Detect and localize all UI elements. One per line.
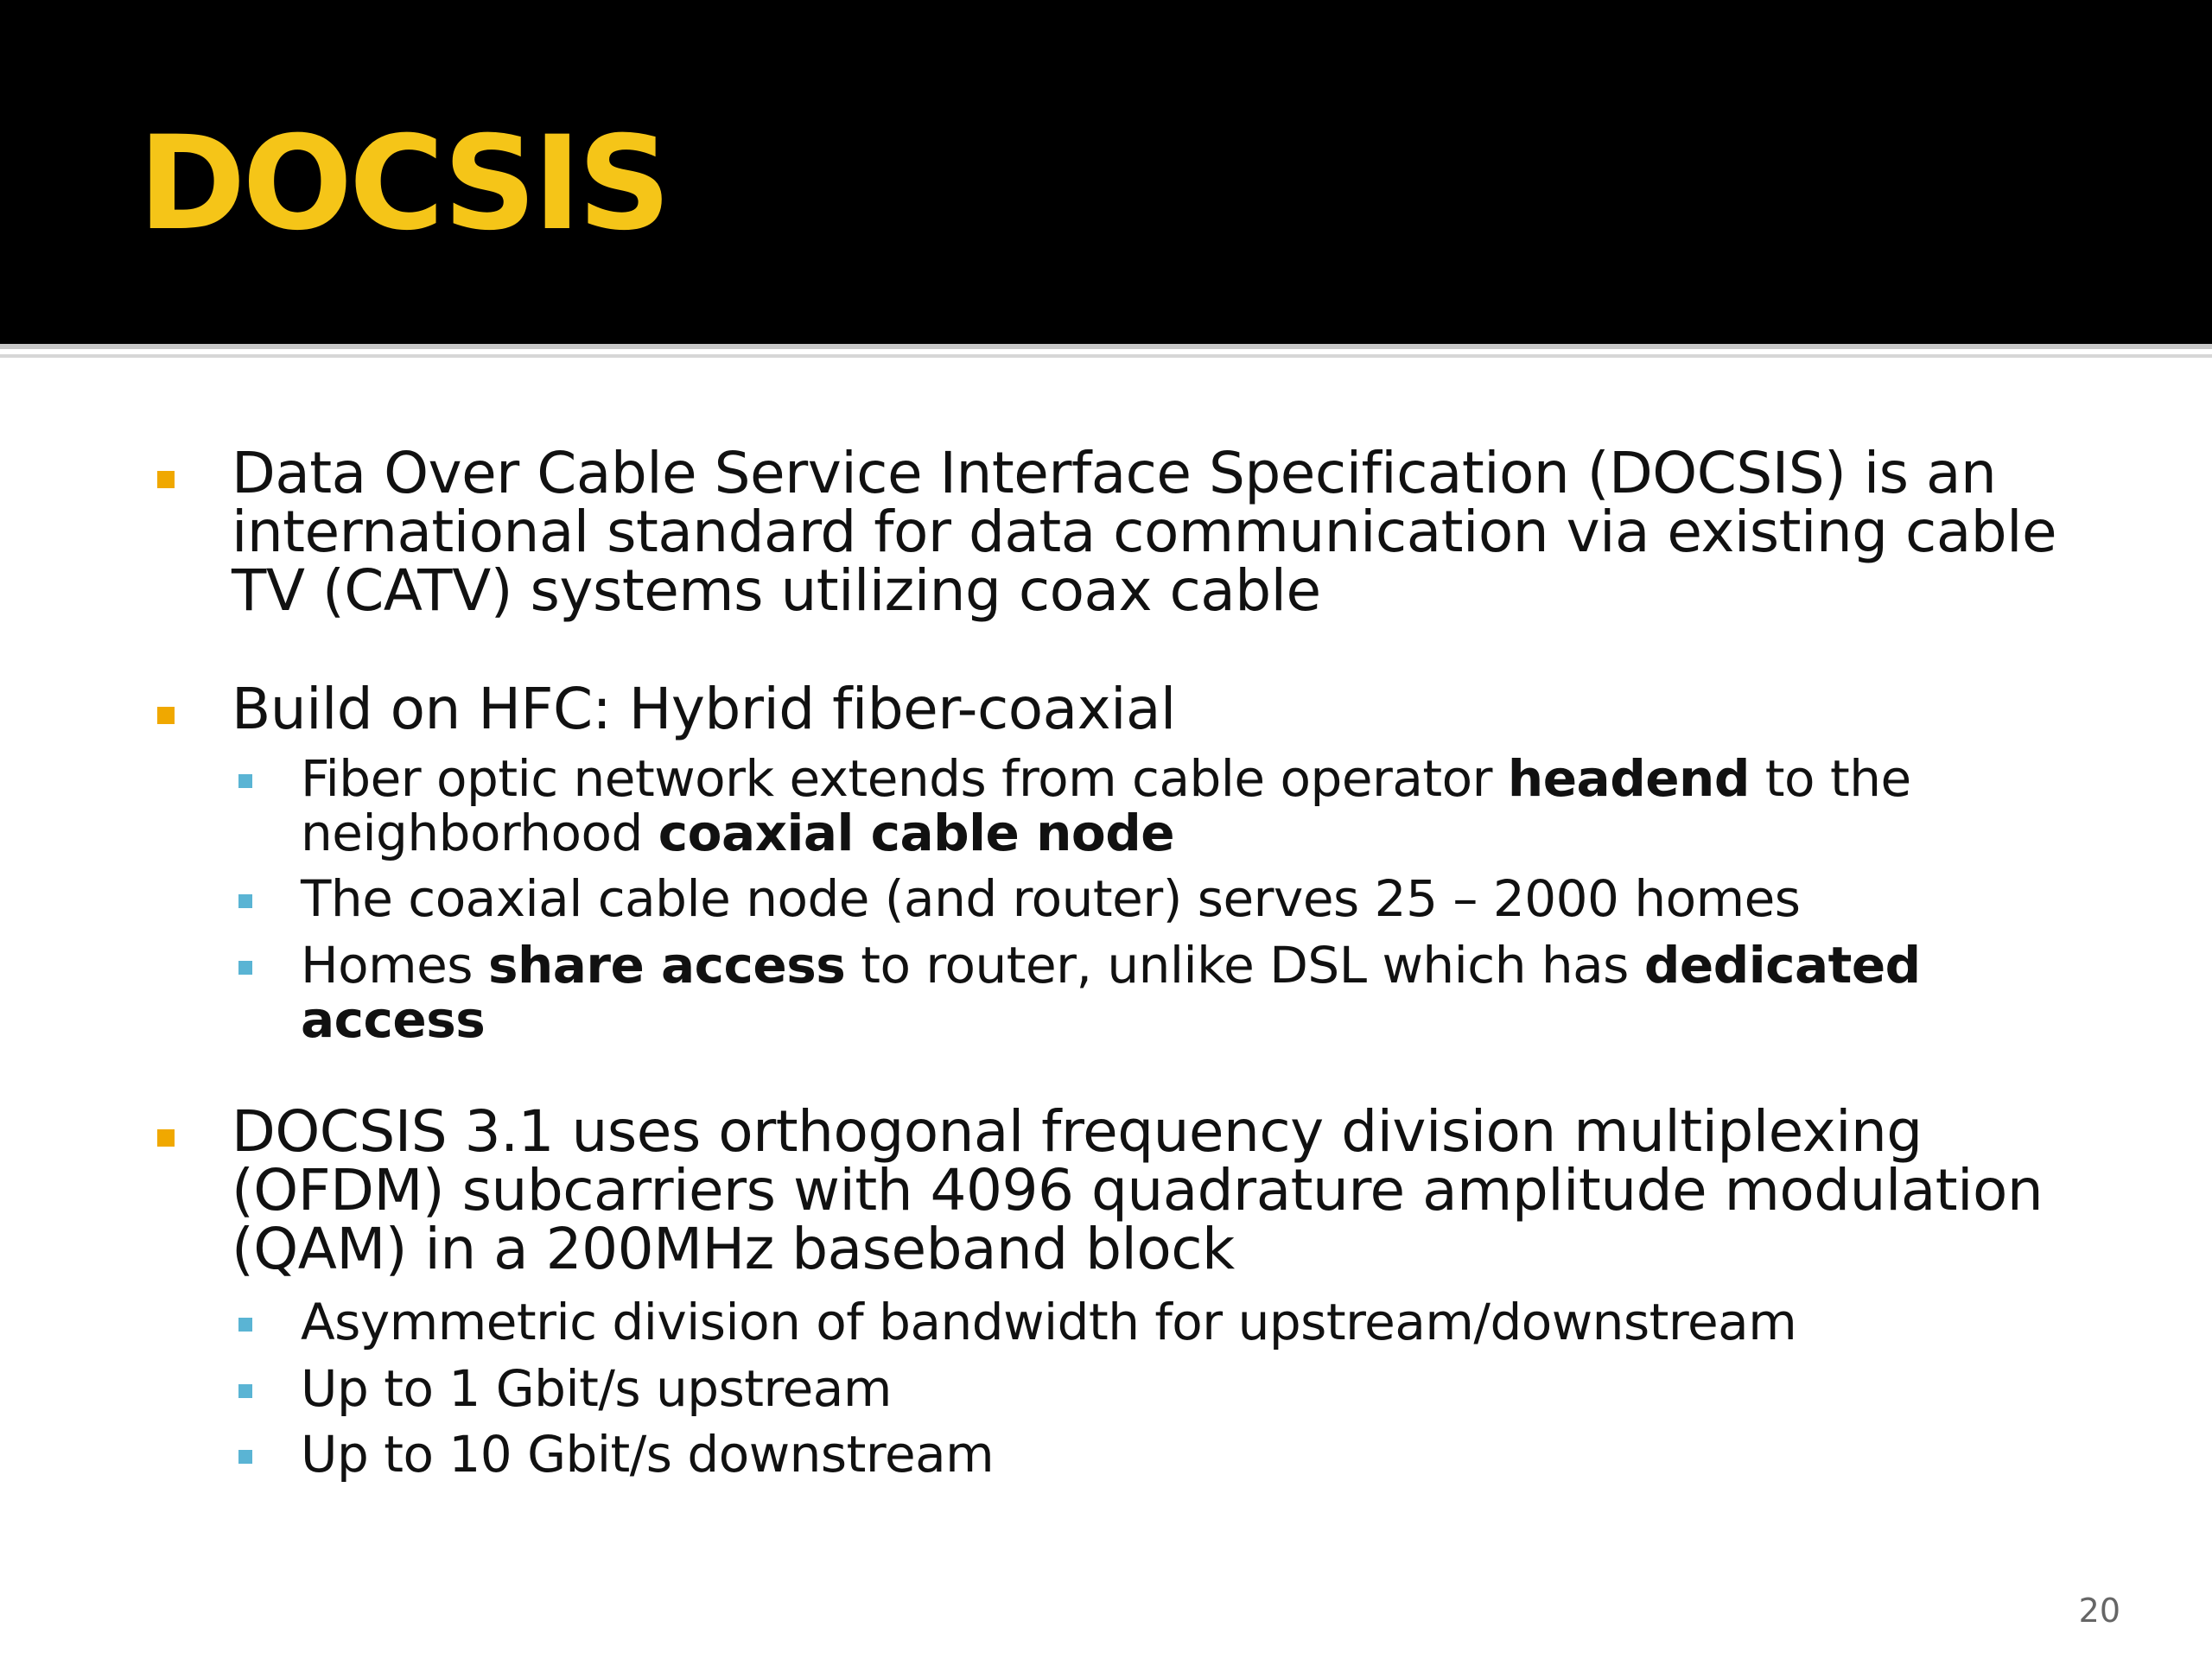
bullet-text: The coaxial cable node (and router) serves 25 – 2000 homes bbox=[301, 869, 1801, 928]
bullet-text: Up to 1 Gbit/s upstream bbox=[301, 1359, 892, 1418]
bullet-item bbox=[232, 676, 2115, 742]
bullet-marker-square bbox=[157, 471, 175, 488]
bullet-text: Build on HFC: Hybrid fiber-coaxial bbox=[232, 676, 1176, 742]
bullet-item bbox=[232, 440, 2115, 624]
bullet-text: Up to 10 Gbit/s downstream bbox=[301, 1425, 995, 1484]
sub-bullet-item bbox=[301, 1359, 2098, 1418]
title-divider bbox=[0, 344, 2212, 349]
sub-bullet-marker-square bbox=[238, 1384, 252, 1398]
sub-bullet-marker-square bbox=[238, 774, 252, 788]
sub-bullet-item bbox=[301, 938, 2098, 1047]
bullet-item bbox=[232, 1098, 2115, 1282]
bullet-text: DOCSIS 3.1 uses orthogonal frequency division multiplexing (OFDM) subcarriers with 4096 quadrature amplitude modulation (QAM) in a 200MHz baseband block bbox=[232, 1098, 2044, 1282]
sub-bullet-item bbox=[301, 1427, 2098, 1482]
bullet-text: to the neighborhood bbox=[301, 749, 1911, 862]
sub-bullet-marker-square bbox=[238, 961, 252, 975]
page-number: 20 bbox=[2078, 1592, 2120, 1630]
sub-bullet-marker-square bbox=[238, 894, 252, 908]
title-divider-secondary bbox=[0, 354, 2212, 358]
sub-bullet-marker-square bbox=[238, 1450, 252, 1464]
bullet-text-bold: share access bbox=[487, 936, 846, 995]
bullet-marker-square bbox=[157, 1129, 175, 1147]
bullet-text-bold: dedicated access bbox=[301, 936, 1921, 1049]
bullet-marker-square bbox=[157, 707, 175, 724]
bullet-text: Asymmetric division of bandwidth for upstream/downstream bbox=[301, 1293, 1797, 1351]
sub-bullet-marker-square bbox=[238, 1318, 252, 1332]
bullet-text-bold: coaxial cable node bbox=[658, 804, 1175, 862]
sub-bullet-item bbox=[301, 869, 2098, 928]
bullet-text: Data Over Cable Service Interface Specification (DOCSIS) is an international standard for data communication via existing cable TV (CATV) systems utilizing coax cable bbox=[232, 440, 2057, 624]
sub-bullet-item bbox=[301, 749, 2098, 862]
bullet-text: to router, unlike DSL which has bbox=[845, 936, 1644, 995]
sub-bullet-item bbox=[301, 1295, 2098, 1350]
bullet-text-bold: headend bbox=[1507, 749, 1750, 808]
bullet-text: Fiber optic network extends from cable operator bbox=[301, 749, 1508, 808]
bullet-text: Homes bbox=[301, 936, 488, 995]
slide-title: DOCSIS bbox=[138, 109, 668, 259]
